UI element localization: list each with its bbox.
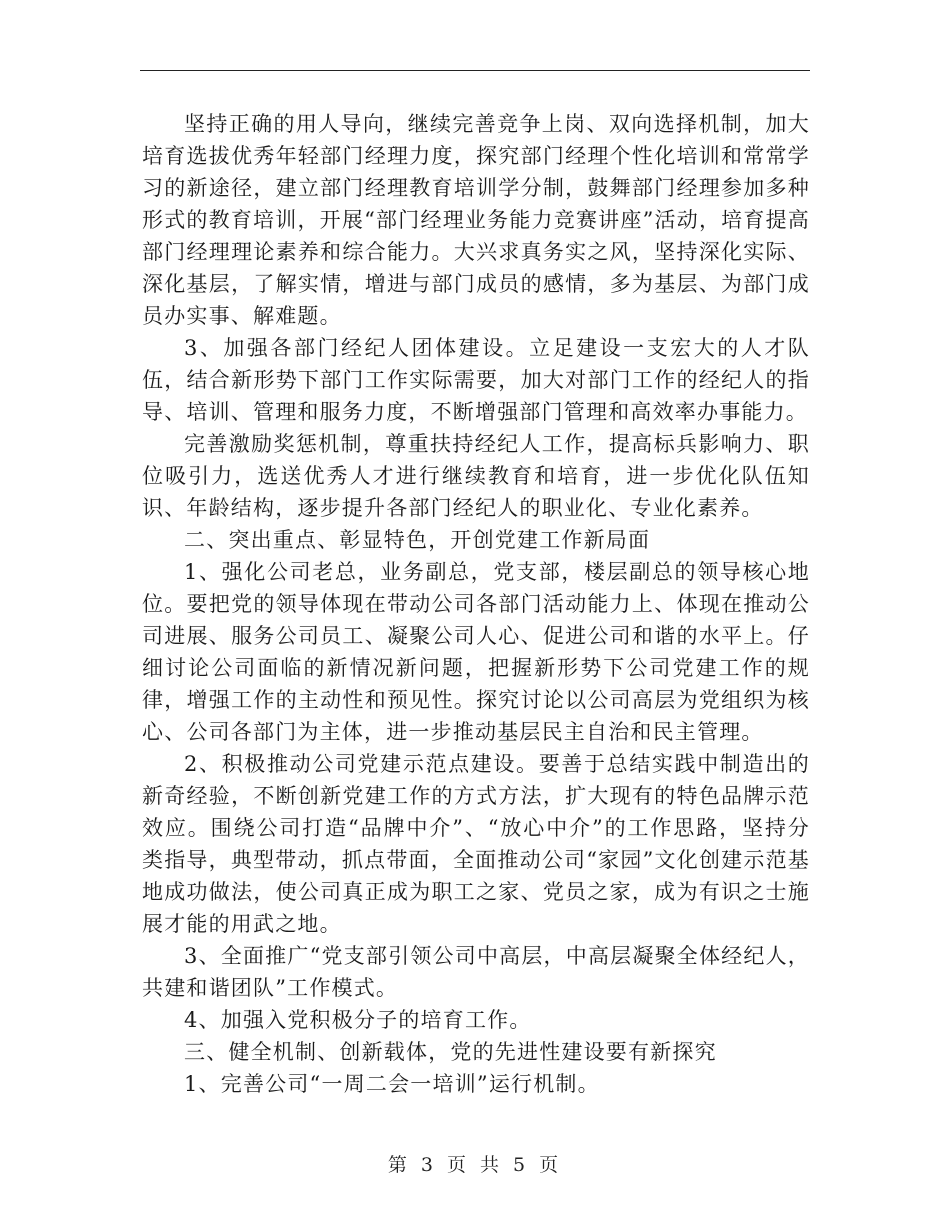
paragraph-leadership-core: 1、强化公司老总，业务副总，党支部，楼层副总的领导核心地位。要把党的领导体现在带动公司各部门活动能力上、体现在推动公司进展、服务公司员工、凝聚公司人心、促进公司和谐的水平上。仔细讨论公司面临的新情况新问题，把握新形势下公司党建工作的规律，增强工作的主动性和预见性。探究讨论以公司高层为党组织为核心、公司各部门为主体，进一步推动基层民主自治和民主管理。 [142, 560, 810, 744]
section-heading-3: 三、健全机制、创新载体，党的先进性建设要有新探究 [184, 1040, 717, 1064]
page-number-footer: 第 3 页 共 5 页 [387, 1154, 563, 1176]
paragraph-mechanism: 1、完善公司“一周二会一培训”运行机制。 [184, 1072, 600, 1096]
paragraph-demo-site: 2、积极推动公司党建示范点建设。要善于总结实践中制造出的新奇经验，不断创新党建工作的方式方法，扩大现有的特色品牌示范效应。围绕公司打造“品牌中介”、“放心中介”的工作思路，坚持分类指导，典型带动，抓点带面，全面推动公司“家园”文化创建示范基地成功做法，使公司真正成为职工之家、党员之家，成为有识之士施展才能的用武之地。 [142, 752, 810, 936]
paragraph-broker-team: 3、加强各部门经纪人团体建设。立足建设一支宏大的人才队伍，结合新形势下部门工作实际需要，加大对部门工作的经纪人的指导、培训、管理和服务力度，不断增强部门管理和高效率办事能力。 [142, 336, 810, 424]
document-body [142, 108, 810, 1100]
paragraph-work-mode: 3、全面推广“党支部引领公司中高层，中高层凝聚全体经纪人，共建和谐团队”工作模式。 [142, 944, 810, 1000]
paragraph-incentive: 完善激励奖惩机制，尊重扶持经纪人工作，提高标兵影响力、职位吸引力，选送优秀人才进行继续教育和培育，进一步优化队伍知识、年龄结构，逐步提升各部门经纪人的职业化、专业化素养。 [142, 432, 810, 520]
header-rule [140, 70, 810, 71]
section-heading-2: 二、突出重点、彰显特色，开创党建工作新局面 [184, 528, 651, 552]
paragraph-cadre-selection: 坚持正确的用人导向，继续完善竞争上岗、双向选择机制，加大培育选拔优秀年轻部门经理力度，探究部门经理个性化培训和常常学习的新途径，建立部门经理教育培训学分制，鼓舞部门经理参加多种形式的教育培训，开展“部门经理业务能力竞赛讲座”活动，培育提高部门经理理论素养和综合能力。大兴求真务实之风，坚持深化实际、深化基层，了解实情，增进与部门成员的感情，多为基层、为部门成员办实事、解难题。 [142, 112, 810, 328]
paragraph-activists: 4、加强入党积极分子的培育工作。 [184, 1008, 532, 1032]
